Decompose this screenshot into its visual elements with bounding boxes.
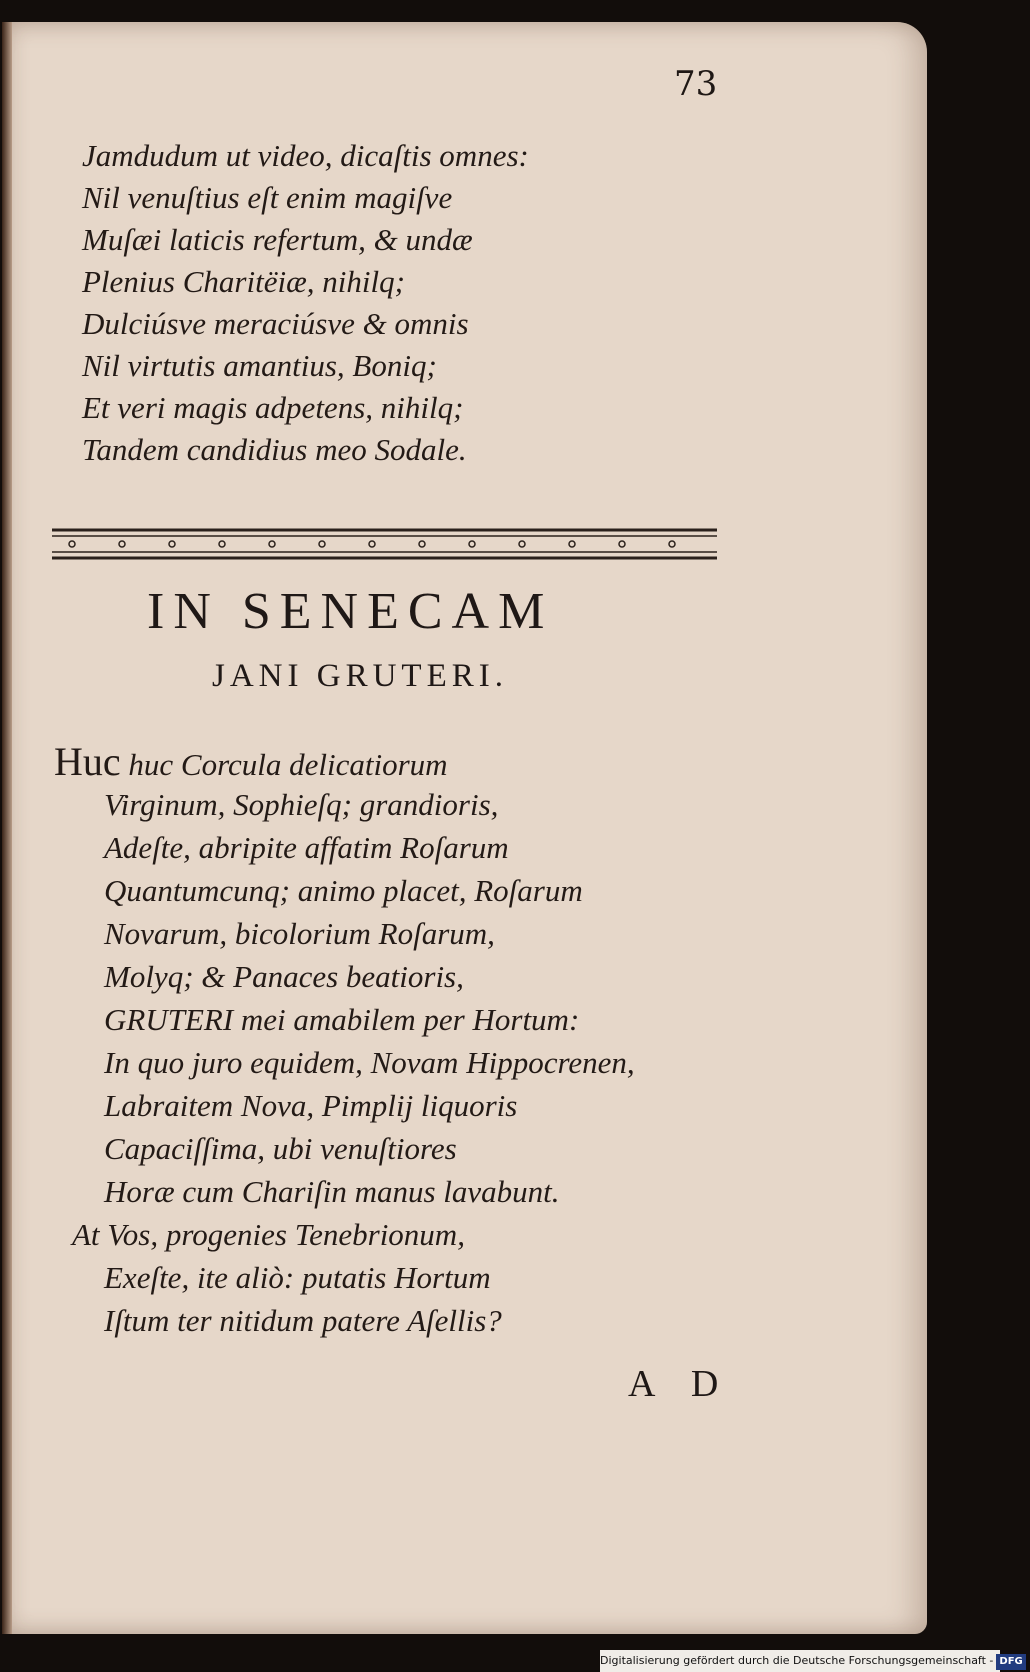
poem-2-line: Molyq; & Panaces beatioris, bbox=[104, 959, 464, 994]
credit-text: Digitalisierung gefördert durch die Deutsche Forschungsgemeinschaft - bbox=[600, 1654, 994, 1667]
poem-2-line: Quantumcunq; animo placet, Roſarum bbox=[104, 873, 583, 908]
poem-2-line: Labraitem Nova, Pimplij liquoris bbox=[104, 1088, 518, 1123]
poem-1-line: Et veri magis adpetens, nihilq; bbox=[82, 390, 464, 425]
decorative-border bbox=[52, 522, 717, 562]
poem-1-line: Jamdudum ut video, dicaſtis omnes: bbox=[82, 138, 529, 173]
dfg-logo: DFG bbox=[996, 1654, 1025, 1670]
poem-2-line: Exeſte, ite aliò: putatis Hortum bbox=[104, 1260, 491, 1295]
poem-2-line: In quo juro equidem, Novam Hippocrenen, bbox=[104, 1045, 635, 1080]
catchword: A D bbox=[628, 1363, 733, 1405]
poem-1-line: Nil venuſtius eſt enim magiſve bbox=[82, 180, 453, 215]
poem-2-line: Adeſte, abripite affatim Roſarum bbox=[104, 830, 509, 865]
poem-1-line: Tandem candidius meo Sodale. bbox=[82, 432, 467, 467]
drop-initial: Huc bbox=[54, 739, 121, 784]
poem-1-line: Dulciúsve meraciúsve & omnis bbox=[82, 306, 469, 341]
poem-1-line: Plenius Charitëiæ, nihilq; bbox=[82, 264, 405, 299]
poem-2-line: Virginum, Sophieſq; grandioris, bbox=[104, 787, 499, 822]
section-heading: IN SENECAM bbox=[147, 583, 554, 640]
poem-2-line: Capaciſſima, ubi venuſtiores bbox=[104, 1131, 457, 1166]
poem-1-line: Nil virtutis amantius, Boniq; bbox=[82, 348, 437, 383]
poem-1-line: Muſæi laticis refertum, & undæ bbox=[82, 222, 473, 257]
poem-2-line: Horæ cum Chariſin manus lavabunt. bbox=[104, 1174, 560, 1209]
poem-2 bbox=[54, 740, 635, 1342]
poem-2-first-line bbox=[54, 740, 635, 783]
poem-2-line: Iſtum ter nitidum patere Aſellis? bbox=[104, 1303, 502, 1338]
poem-2-line-rest: huc Corcula delicatiorum bbox=[120, 747, 448, 782]
section-subheading: JANI GRUTERI. bbox=[212, 658, 508, 694]
book-page bbox=[2, 22, 927, 1634]
digitization-credit bbox=[600, 1650, 1023, 1672]
page-gutter bbox=[2, 22, 12, 1634]
poem-2-line: GRUTERI mei amabilem per Hortum: bbox=[104, 1002, 580, 1037]
poem-2-line: At Vos, progenies Tenebrionum, bbox=[72, 1217, 465, 1252]
poem-2-line: Novarum, bicolorium Roſarum, bbox=[104, 916, 495, 951]
poem-1 bbox=[82, 134, 529, 470]
page-number: 73 bbox=[674, 64, 718, 104]
